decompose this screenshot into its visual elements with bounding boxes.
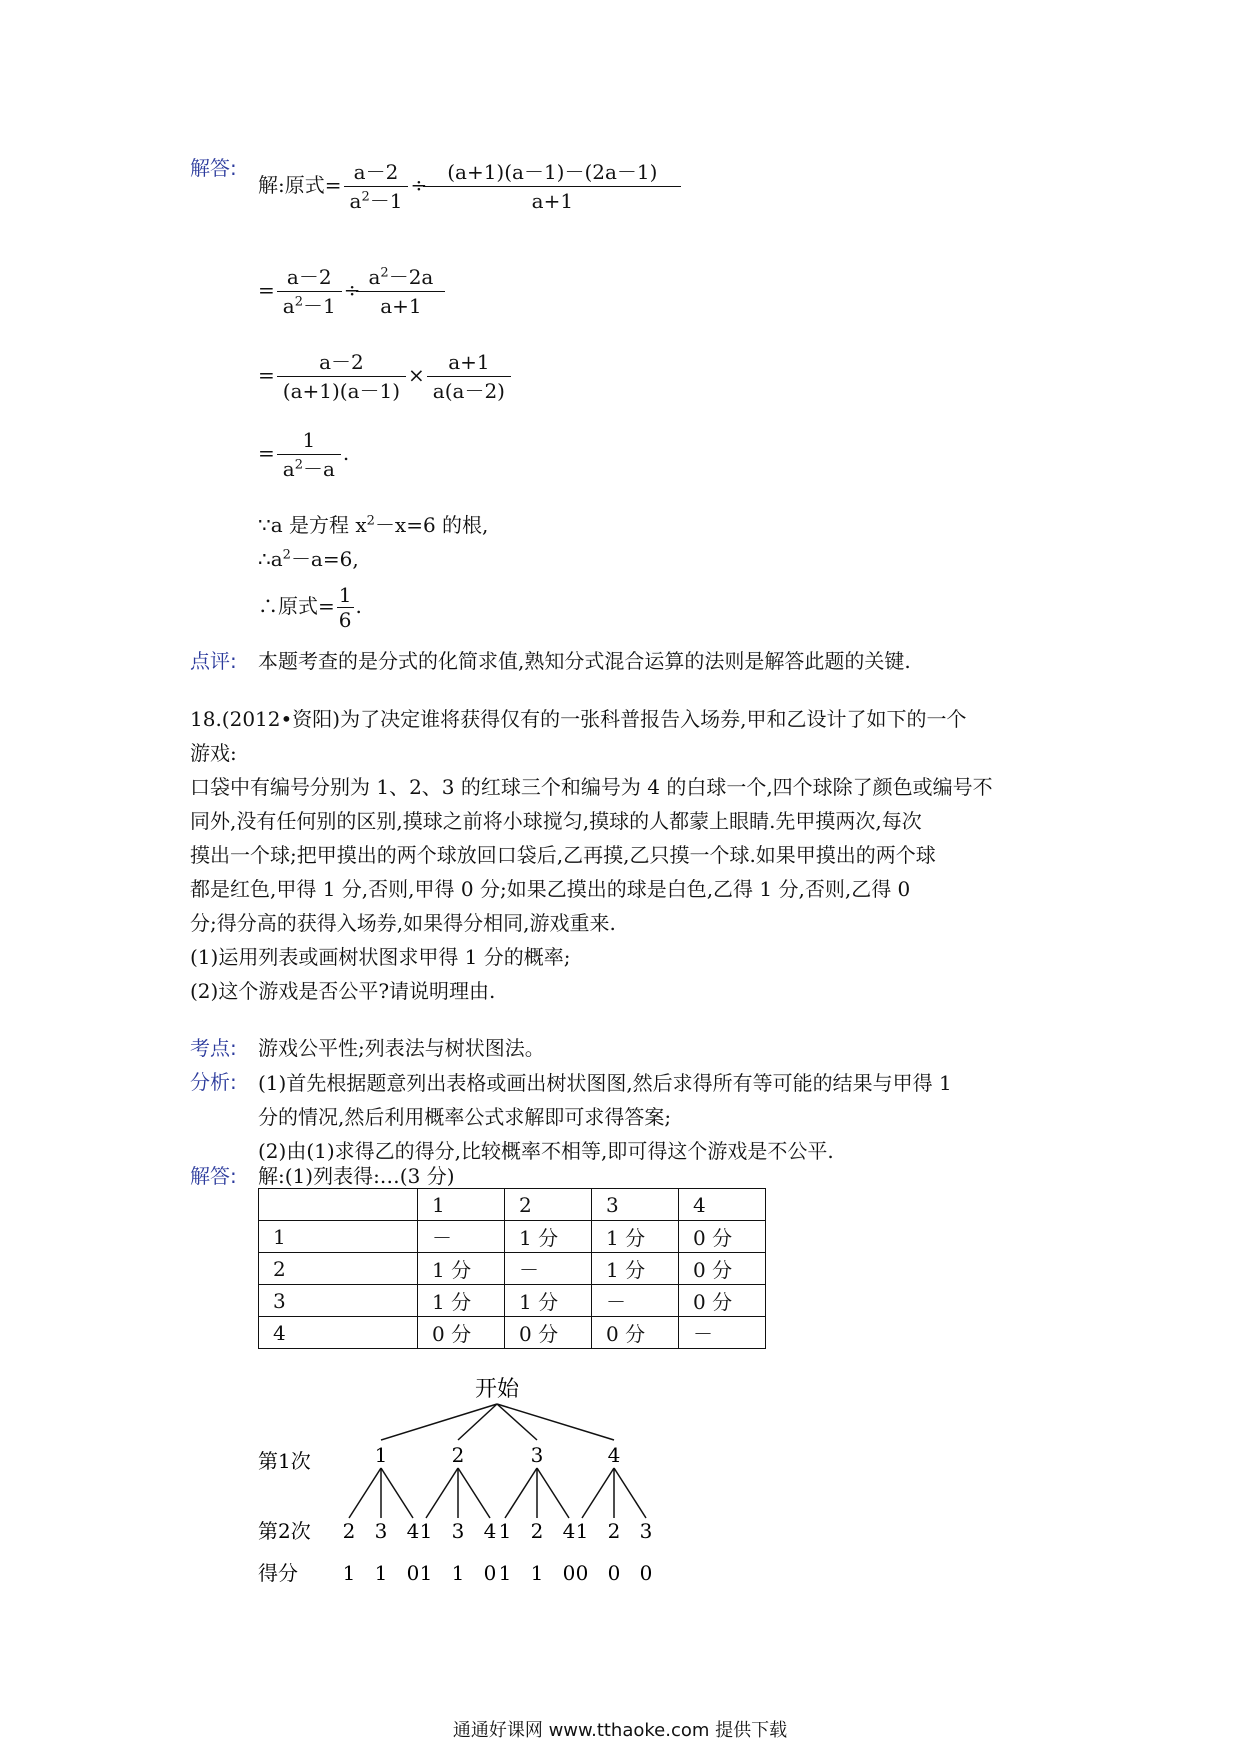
tree-score: 1 bbox=[451, 1561, 465, 1585]
table-cell: 1 bbox=[259, 1221, 418, 1253]
analysis-line: (2)由(1)求得乙的得分,比较概率不相等,即可得这个游戏是不公平. bbox=[258, 1139, 834, 1163]
tree-node-second: 3 bbox=[451, 1519, 465, 1543]
problem-line: 游戏: bbox=[190, 741, 237, 765]
fraction-denominator: a+1 bbox=[423, 186, 681, 213]
problem-line: 都是红色,甲得 1 分,否则,甲得 0 分;如果乙摸出的球是白色,乙得 1 分,否则,乙得 0 bbox=[190, 877, 911, 901]
equals-sign: = bbox=[258, 278, 275, 302]
problem-line: 18.(2012•资阳)为了决定谁将获得仅有的一张科普报告入场券,甲和乙设计了如下的一个 bbox=[190, 707, 967, 731]
fraction-denominator: a+1 bbox=[356, 291, 445, 318]
table-cell: － bbox=[418, 1221, 505, 1253]
fraction-numerator: 1 bbox=[302, 428, 316, 452]
table-cell: 0 分 bbox=[505, 1317, 592, 1349]
table-cell: 3 bbox=[592, 1189, 679, 1221]
tree-node-first: 4 bbox=[607, 1443, 621, 1467]
fraction-denominator: $a^2-a$ bbox=[277, 454, 341, 481]
tree-branch bbox=[505, 1468, 537, 1518]
tree-score: 0 bbox=[607, 1561, 621, 1585]
table-cell: 1 bbox=[418, 1189, 505, 1221]
therefore-line-2: ∴原式= $\frac{1}{6}$ . bbox=[258, 583, 362, 632]
tree-node-second: 1 bbox=[575, 1519, 589, 1543]
tree-branch bbox=[614, 1468, 646, 1518]
because-line: ∵a 是方程 $x^2-x=6$ 的根, bbox=[258, 513, 489, 537]
tree-branch bbox=[349, 1468, 381, 1518]
table-cell: 2 bbox=[505, 1189, 592, 1221]
table-cell: 1 分 bbox=[505, 1285, 592, 1317]
table-cell: 0 分 bbox=[679, 1253, 766, 1285]
divide-operator: ÷ bbox=[410, 173, 428, 197]
answer-label: 解答: bbox=[190, 156, 237, 180]
tree-score: 0 bbox=[562, 1561, 576, 1585]
tree-row-first-label: 第1次 bbox=[258, 1449, 311, 1473]
fraction-denominator: (a+1)(a－1) bbox=[277, 376, 406, 403]
period: . bbox=[342, 441, 350, 465]
tree-score: 1 bbox=[419, 1561, 433, 1585]
tree-node-second: 3 bbox=[639, 1519, 653, 1543]
table-cell: 1 分 bbox=[505, 1221, 592, 1253]
tree-node-second: 4 bbox=[406, 1519, 420, 1543]
table-cell: － bbox=[505, 1253, 592, 1285]
tree-score: 1 bbox=[342, 1561, 356, 1585]
fraction-numerator: 1 bbox=[338, 583, 352, 607]
tree-node-second: 2 bbox=[342, 1519, 356, 1543]
tree-row-score-label: 得分 bbox=[258, 1561, 298, 1585]
fraction-numerator: a－2 bbox=[286, 265, 332, 289]
table-cell: 1 分 bbox=[592, 1221, 679, 1253]
table-cell: 3 bbox=[259, 1285, 418, 1317]
divide-operator: ÷ bbox=[343, 278, 361, 302]
answer-intro: 解:(1)列表得:…(3 分) bbox=[258, 1164, 455, 1188]
fraction-numerator: a－2 bbox=[353, 160, 399, 184]
comment-label: 点评: bbox=[190, 649, 237, 673]
problem-line: 同外,没有任何别的区别,摸球之前将小球搅匀,摸球的人都蒙上眼睛.先甲摸两次,每次 bbox=[190, 809, 922, 833]
analysis-label: 分析: bbox=[190, 1070, 237, 1094]
question-2: (2)这个游戏是否公平?请说明理由. bbox=[190, 979, 496, 1003]
tree-branch bbox=[582, 1468, 614, 1518]
tree-score: 0 bbox=[483, 1561, 497, 1585]
tree-node-second: 2 bbox=[607, 1519, 621, 1543]
fraction-numerator: $a^2-2a$ bbox=[368, 265, 434, 289]
tree-node-second: 1 bbox=[419, 1519, 433, 1543]
table-cell: － bbox=[592, 1285, 679, 1317]
tree-score: 0 bbox=[639, 1561, 653, 1585]
table-cell: 1 分 bbox=[592, 1253, 679, 1285]
tree-node-first: 2 bbox=[451, 1443, 465, 1467]
solution-prefix: 解:原式= bbox=[258, 173, 342, 197]
table-cell: 4 bbox=[259, 1317, 418, 1349]
table-cell: 0 分 bbox=[418, 1317, 505, 1349]
answer-label: 解答: bbox=[190, 1164, 237, 1188]
tree-node-first: 3 bbox=[530, 1443, 544, 1467]
analysis-line: (1)首先根据题意列出表格或画出树状图图,然后求得所有等可能的结果与甲得 1 bbox=[258, 1071, 952, 1095]
comment-text: 本题考查的是分式的化简求值,熟知分式混合运算的法则是解答此题的关键. bbox=[258, 649, 911, 673]
table-cell: 4 bbox=[679, 1189, 766, 1221]
key-points-text: 游戏公平性;列表法与树状图法。 bbox=[258, 1036, 545, 1060]
fraction-denominator: $a^2-1$ bbox=[344, 186, 409, 213]
question-1: (1)运用列表或画树状图求甲得 1 分的概率; bbox=[190, 945, 571, 969]
tree-node-second: 1 bbox=[498, 1519, 512, 1543]
fraction-denominator: a(a－2) bbox=[427, 376, 511, 403]
fraction-denominator: 6 bbox=[338, 608, 352, 632]
table-cell: 1 分 bbox=[418, 1253, 505, 1285]
multiply-operator: × bbox=[408, 363, 425, 387]
tree-branch bbox=[426, 1468, 458, 1518]
equals-sign: = bbox=[258, 441, 275, 465]
tree-branch bbox=[381, 1404, 497, 1440]
tree-score: 1 bbox=[498, 1561, 512, 1585]
problem-line: 口袋中有编号分别为 1、2、3 的红球三个和编号为 4 的白球一个,四个球除了颜色或编号不 bbox=[190, 775, 993, 799]
tree-node-second: 3 bbox=[374, 1519, 388, 1543]
tree-node-first: 1 bbox=[374, 1443, 388, 1467]
table-cell: 0 分 bbox=[679, 1221, 766, 1253]
analysis-line: 分的情况,然后利用概率公式求解即可求得答案; bbox=[258, 1105, 672, 1129]
fraction-numerator: a+1 bbox=[448, 350, 490, 374]
tree-branch bbox=[458, 1468, 490, 1518]
tree-branch bbox=[381, 1468, 413, 1518]
tree-start-label: 开始 bbox=[474, 1377, 520, 1402]
fraction-denominator: $a^2-1$ bbox=[277, 291, 342, 318]
tree-node-second: 4 bbox=[483, 1519, 497, 1543]
problem-line: 摸出一个球;把甲摸出的两个球放回口袋后,乙再摸,乙只摸一个球.如果甲摸出的两个球 bbox=[190, 843, 936, 867]
therefore-line-1: $\therefore a^2-a=6$, bbox=[258, 547, 359, 571]
tree-branch bbox=[537, 1468, 569, 1518]
tree-score: 0 bbox=[406, 1561, 420, 1585]
table-cell: 0 分 bbox=[592, 1317, 679, 1349]
tree-score: 0 bbox=[575, 1561, 589, 1585]
tree-node-second: 2 bbox=[530, 1519, 544, 1543]
table-cell: 0 分 bbox=[679, 1285, 766, 1317]
tree-score: 1 bbox=[530, 1561, 544, 1585]
table-cell: 1 分 bbox=[418, 1285, 505, 1317]
fraction-numerator: (a+1)(a－1)－(2a－1) bbox=[447, 160, 658, 184]
table-cell: 2 bbox=[259, 1253, 418, 1285]
tree-score: 1 bbox=[374, 1561, 388, 1585]
fraction-numerator: a－2 bbox=[319, 350, 364, 374]
problem-line: 分;得分高的获得入场券,如果得分相同,游戏重来. bbox=[190, 911, 616, 935]
equals-sign: = bbox=[258, 363, 275, 387]
tree-node-second: 4 bbox=[562, 1519, 576, 1543]
key-points-label: 考点: bbox=[190, 1036, 237, 1060]
tree-row-second-label: 第2次 bbox=[258, 1519, 311, 1543]
table-cell: － bbox=[679, 1317, 766, 1349]
footer-text: 通通好课网 www.tthaoke.com 提供下载 bbox=[452, 1720, 788, 1741]
tree-branch bbox=[497, 1404, 614, 1440]
